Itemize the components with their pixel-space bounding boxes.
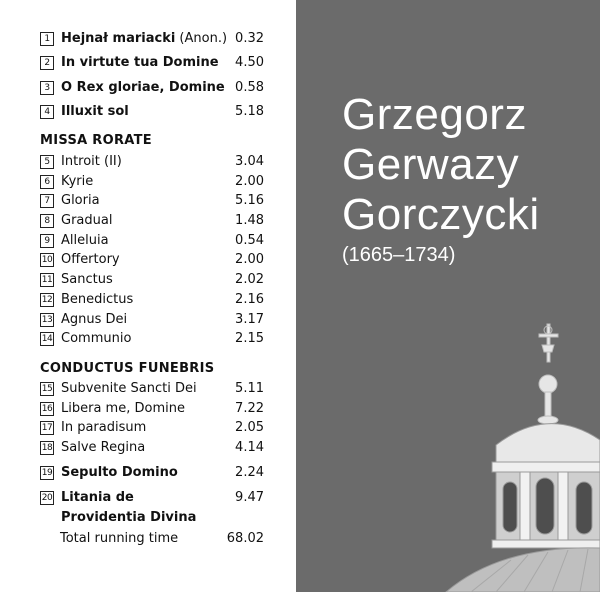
track-number: 6 [40,175,54,189]
section-heading-conductus: CONDUCTUS FUNEBRIS [40,361,215,376]
track-number: 9 [40,234,54,248]
track-number: 7 [40,194,54,208]
track-row [40,290,264,310]
track-duration: 3.04 [235,154,264,169]
track-number: 18 [41,443,53,453]
track-title-line1: Litania de [61,490,134,505]
track-number: 16 [41,404,53,414]
track-row [40,418,264,438]
track-title: Sepulto Domino [61,465,178,480]
track-duration: 2.16 [235,292,264,307]
track-title: In virtute tua Domine [61,55,219,70]
track-row [40,102,264,122]
composer-middle-name: Gerwazy [342,140,520,189]
track-duration: 2.05 [235,420,264,435]
track-title: Benedictus [61,292,134,307]
track-number: 4 [40,105,54,119]
track-title: Hejnał mariacki (Anon.) [61,31,228,46]
track-number: 19 [41,468,53,478]
track-duration: 0.32 [235,31,264,46]
composer-dates: (1665–1734) [342,244,456,266]
track-number: 17 [41,423,53,433]
track-number: 10 [41,255,53,265]
total-running-time [60,529,264,549]
track-row [40,379,264,399]
track-row [40,78,264,98]
track-number: 3 [40,81,54,95]
track-duration: 4.50 [235,55,264,70]
track-number: 8 [40,214,54,228]
track-row [40,270,264,290]
track-duration: 0.58 [235,80,264,95]
track-row [40,250,264,270]
track-title: Offertory [61,252,120,267]
track-title: Sanctus [61,272,113,287]
track-duration: 5.18 [235,104,264,119]
track-row [40,463,264,483]
track-duration: 0.54 [235,233,264,248]
track-row [40,329,264,349]
section-heading-missa: MISSA RORATE [40,133,152,148]
track-number: 20 [41,493,53,503]
track-title: Kyrie [61,174,94,189]
track-number: 11 [41,275,53,285]
track-row [40,399,264,419]
track-number: 15 [41,384,53,394]
track-title: Subvenite Sancti Dei [61,381,197,396]
track-row [40,191,264,211]
track-duration: 3.17 [235,312,264,327]
total-duration: 68.02 [226,531,264,546]
track-row [40,53,264,73]
track-duration: 9.47 [235,490,264,505]
cover-panel [296,0,600,592]
track-row [40,488,264,528]
track-duration: 2.02 [235,272,264,287]
track-duration: 5.11 [235,381,264,396]
track-title: Libera me, Domine [61,401,185,416]
track-title: Illuxit sol [61,104,129,119]
track-duration: 4.14 [235,440,264,455]
track-row [40,231,264,251]
church-dome-image [296,0,600,592]
track-title: Salve Regina [61,440,146,455]
track-row [40,29,264,49]
total-label: Total running time [60,531,179,546]
track-duration: 2.00 [235,174,264,189]
track-row [40,172,264,192]
track-duration: 2.15 [235,331,264,346]
track-title: Gloria [61,193,100,208]
track-title: In paradisum [61,420,147,435]
track-title-line2: Providentia Divina [61,510,197,525]
track-row [40,152,264,172]
track-duration: 5.16 [235,193,264,208]
track-row [40,211,264,231]
track-title: Introit (II) [61,154,122,169]
track-row [40,438,264,458]
track-row [40,310,264,330]
track-duration: 2.24 [235,465,264,480]
track-title: Alleluia [61,233,109,248]
track-number: 13 [41,315,53,325]
track-title: Gradual [61,213,113,228]
track-duration: 2.00 [235,252,264,267]
track-title: Agnus Dei [61,312,128,327]
track-number: 5 [40,155,54,169]
composer-surname: Gorczycki [342,190,540,239]
composer-first-name: Grzegorz [342,90,527,139]
track-number: 14 [41,334,53,344]
track-duration: 1.48 [235,213,264,228]
track-title: Communio [61,331,132,346]
track-number: 1 [40,32,54,46]
track-duration: 7.22 [235,401,264,416]
track-number: 2 [40,56,54,70]
track-number: 12 [41,295,53,305]
track-title: O Rex gloriae, Domine [61,80,225,95]
track-list-panel [0,0,296,592]
track-subtitle: (Anon.) [175,31,228,46]
